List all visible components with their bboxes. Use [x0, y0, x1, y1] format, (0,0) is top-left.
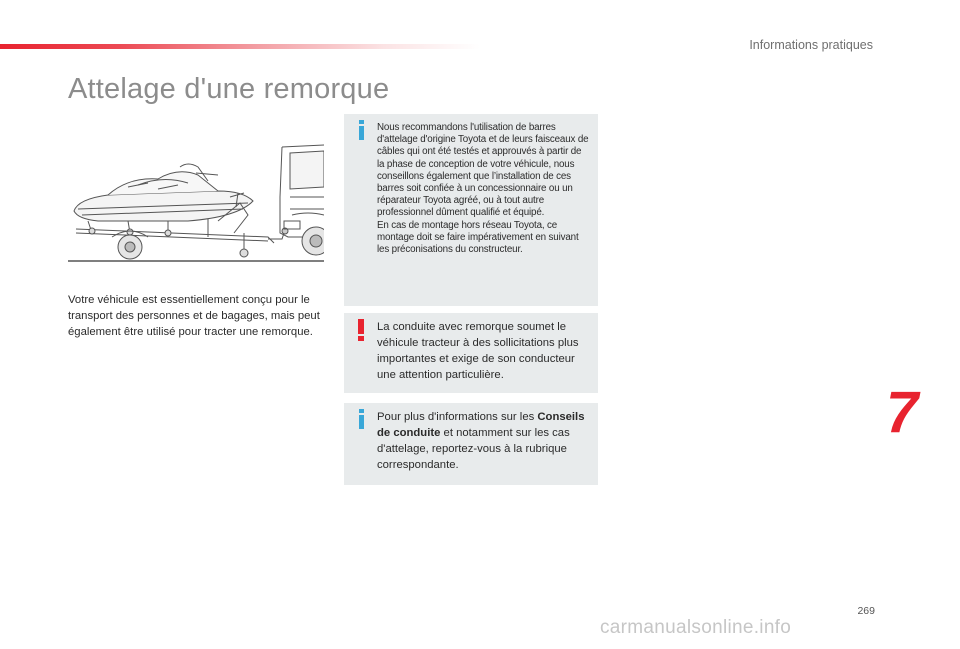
recommendation-paragraph: Nous recommandons l'utilisation de barres d'attelage d'origine Toyota et de leurs faisceaux de câbles qui ont été testés et approuvés à partir de la phase de conception de votre véhicule, nous conseillons également que l’installation de ces barres soit confiée à un concessionnaire ou un réparateur Toyota agréé, ou à tout autre professionnel dûment qualifié et équipé. — [377, 122, 589, 219]
page-title: Attelage d'une remorque — [68, 73, 390, 105]
info-icon — [359, 409, 364, 429]
more-info-prefix: Pour plus d'informations sur les — [377, 411, 535, 423]
more-info-note — [344, 403, 598, 485]
recommendation-text — [377, 122, 591, 256]
trailer-illustration — [68, 137, 324, 267]
header-accent-bar — [0, 44, 480, 49]
recommendation-note — [344, 114, 598, 306]
more-info-suffix: et notamment sur les cas d'attelage, reportez-vous à la rubrique correspondante. — [377, 427, 570, 471]
page-number: 269 — [857, 605, 875, 617]
more-info-text — [377, 409, 589, 473]
recommendation-paragraph-2: En cas de montage hors réseau Toyota, ce montage doit se faire impérativement en suivant les préconisations du constructeur. — [377, 219, 579, 256]
driving-advice-link[interactable]: Conseils de conduite — [377, 411, 585, 439]
section-title: Informations pratiques — [749, 38, 873, 52]
warning-text: La conduite avec remorque soumet le véhicule tracteur à des sollicitations plus importantes et exige de son conducteur une attention particulière. — [377, 321, 579, 381]
warning-note — [344, 313, 598, 393]
intro-paragraph: Votre véhicule est essentiellement conçu pour le transport des personnes et de bagages, mais peut également être utilisé pour tracter une remorque. — [68, 294, 320, 338]
warning-icon — [358, 319, 364, 341]
info-icon — [359, 120, 364, 140]
chapter-number: 7 — [886, 380, 919, 445]
watermark: carmanualsonline.info — [600, 617, 792, 638]
